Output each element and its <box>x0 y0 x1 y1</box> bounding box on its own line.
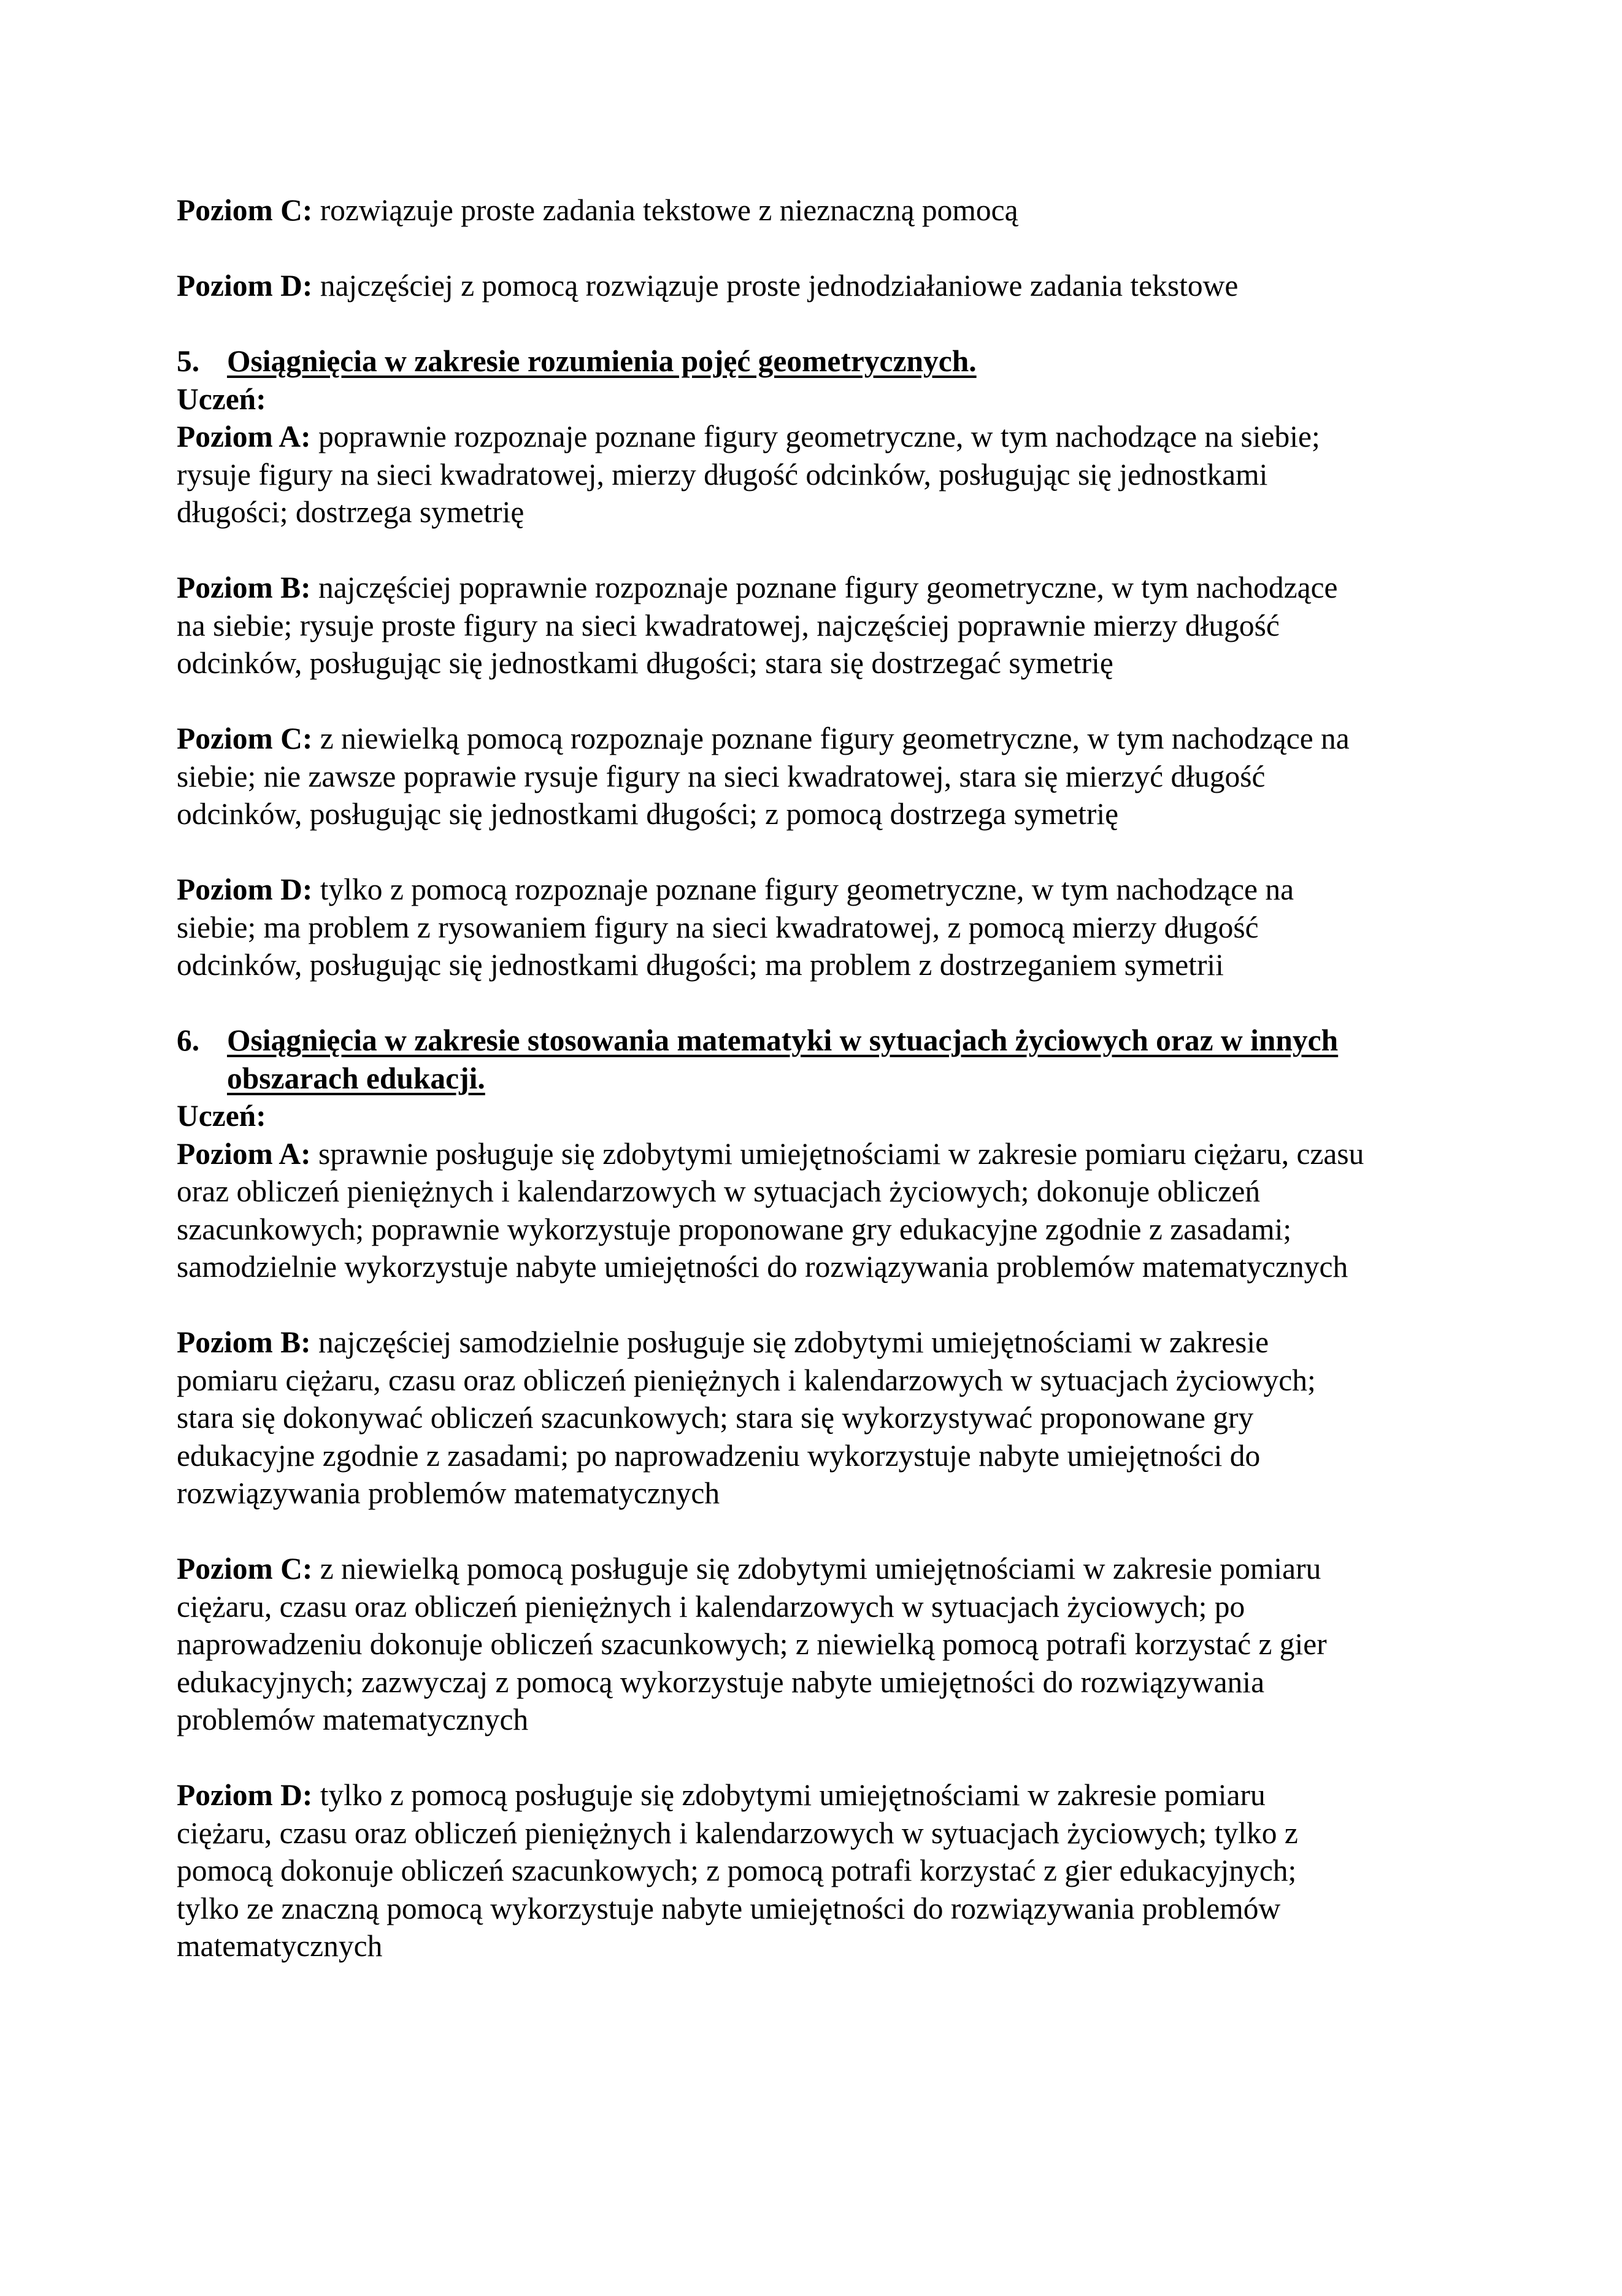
level-paragraph <box>177 191 1465 229</box>
level-text: odcinków, posługując się jednostkami długości; ma problem z dostrzeganiem symetrii <box>177 948 1224 982</box>
paragraph-line <box>177 1211 1465 1249</box>
paragraph-line <box>177 1173 1465 1211</box>
paragraph-line <box>177 720 1465 758</box>
level-paragraph <box>177 418 1465 531</box>
section-number: 6. <box>177 1023 200 1057</box>
level-label: Poziom A: <box>177 420 311 453</box>
level-text: na siebie; rysuje proste figury na sieci kwadratowej, najczęściej poprawnie mierzy długość <box>177 608 1280 642</box>
level-label: Poziom D: <box>177 1778 313 1812</box>
level-paragraph <box>177 1550 1465 1739</box>
level-label: Poziom C: <box>177 193 313 227</box>
level-text: najczęściej poprawnie rozpoznaje poznane figury geometryczne, w tym nachodzące <box>318 571 1338 604</box>
level-label: Poziom C: <box>177 722 313 755</box>
section-number: 5. <box>177 344 200 378</box>
level-text: siebie; ma problem z rysowaniem figury na sieci kwadratowej, z pomocą mierzy długość <box>177 910 1259 944</box>
level-text: edukacyjne zgodnie z zasadami; po naprowadzeniu wykorzystuje nabyte umiejętności do <box>177 1438 1261 1473</box>
section-heading <box>177 342 1465 418</box>
level-text: oraz obliczeń pieniężnych i kalendarzowych w sytuacjach życiowych; dokonuje obliczeń <box>177 1174 1261 1208</box>
paragraph-line <box>177 758 1465 796</box>
section-heading <box>177 1022 1465 1135</box>
paragraph-line <box>177 909 1465 947</box>
paragraph-line <box>177 1323 1465 1362</box>
paragraph-line <box>177 1927 1465 1965</box>
level-text: rozwiązuje proste zadania tekstowe z nieznaczną pomocą <box>320 193 1018 227</box>
level-paragraph <box>177 1323 1465 1512</box>
paragraph-line <box>177 1890 1465 1928</box>
document-body <box>177 191 1465 2003</box>
paragraph-line <box>177 1852 1465 1890</box>
paragraph-line <box>177 267 1465 305</box>
section-title: Osiągnięcia w zakresie stosowania matematyki w sytuacjach życiowych oraz w innych <box>227 1023 1339 1057</box>
paragraph-line <box>177 946 1465 984</box>
paragraph-line <box>177 493 1465 531</box>
level-text: szacunkowych; poprawnie wykorzystuje proponowane gry edukacyjne zgodnie z zasadami; <box>177 1212 1292 1246</box>
paragraph-line <box>177 1474 1465 1512</box>
level-label: Poziom B: <box>177 1325 311 1359</box>
level-label: Poziom B: <box>177 571 311 604</box>
heading-line <box>177 342 1465 380</box>
level-text: rysuje figury na sieci kwadratowej, mierzy długość odcinków, posługując się jednostkami <box>177 457 1268 491</box>
level-text: długości; dostrzega symetrię <box>177 495 525 529</box>
level-text: naprowadzeniu dokonuje obliczeń szacunkowych; z niewielką pomocą potrafi korzystać z gier <box>177 1627 1327 1661</box>
level-paragraph <box>177 871 1465 984</box>
level-text: sprawnie posługuje się zdobytymi umiejętnościami w zakresie pomiaru ciężaru, czasu <box>318 1136 1364 1171</box>
level-text: tylko z pomocą rozpoznaje poznane figury geometryczne, w tym nachodzące na <box>320 873 1294 906</box>
heading-line <box>177 1022 1465 1060</box>
paragraph-line <box>177 1814 1465 1852</box>
section-title: obszarach edukacji. <box>227 1061 485 1095</box>
paragraph-line <box>177 1399 1465 1437</box>
paragraph-line <box>177 607 1465 645</box>
paragraph-line <box>177 569 1465 607</box>
level-text: problemów matematycznych <box>177 1703 529 1736</box>
level-label: Poziom C: <box>177 1552 313 1585</box>
level-paragraph <box>177 1776 1465 1965</box>
paragraph-line <box>177 456 1465 494</box>
level-paragraph <box>177 1135 1465 1286</box>
level-text: tylko z pomocą posługuje się zdobytymi umiejętnościami w zakresie pomiaru <box>320 1778 1266 1812</box>
level-text: odcinków, posługując się jednostkami długości; stara się dostrzegać symetrię <box>177 646 1113 680</box>
level-text: najczęściej z pomocą rozwiązuje proste jednodziałaniowe zadania tekstowe <box>320 269 1239 302</box>
level-paragraph <box>177 720 1465 833</box>
level-text: ciężaru, czasu oraz obliczeń pieniężnych i kalendarzowych w sytuacjach życiowych; po <box>177 1589 1245 1624</box>
paragraph-line <box>177 871 1465 909</box>
level-text: z niewielką pomocą posługuje się zdobytymi umiejętnościami w zakresie pomiaru <box>320 1552 1321 1585</box>
level-label: Poziom D: <box>177 269 313 302</box>
level-text: z niewielką pomocą rozpoznaje poznane figury geometryczne, w tym nachodzące na <box>320 722 1350 755</box>
heading-line <box>177 1060 1465 1098</box>
paragraph-line <box>177 1701 1465 1739</box>
level-text: poprawnie rozpoznaje poznane figury geometryczne, w tym nachodzące na siebie; <box>318 420 1320 453</box>
level-text: najczęściej samodzielnie posługuje się zdobytymi umiejętnościami w zakresie <box>318 1325 1269 1359</box>
paragraph-line <box>177 1135 1465 1173</box>
level-label: Poziom D: <box>177 873 313 906</box>
paragraph-line <box>177 644 1465 682</box>
paragraph-line <box>177 1776 1465 1814</box>
paragraph-line <box>177 1588 1465 1626</box>
level-paragraph <box>177 569 1465 682</box>
paragraph-line <box>177 795 1465 833</box>
student-label: Uczeń: <box>177 1099 266 1133</box>
paragraph-line <box>177 418 1465 456</box>
level-text: siebie; nie zawsze poprawie rysuje figury na sieci kwadratowej, stara się mierzyć długość <box>177 759 1266 793</box>
level-text: tylko ze znaczną pomocą wykorzystuje nabyte umiejętności do rozwiązywania problemów <box>177 1891 1281 1925</box>
level-text: ciężaru, czasu oraz obliczeń pieniężnych i kalendarzowych w sytuacjach życiowych; tylko z <box>177 1816 1298 1850</box>
paragraph-line <box>177 1550 1465 1588</box>
paragraph-line <box>177 1663 1465 1701</box>
paragraph-line <box>177 1437 1465 1475</box>
paragraph-line <box>177 1362 1465 1400</box>
student-label: Uczeń: <box>177 382 266 416</box>
level-text: stara się dokonywać obliczeń szacunkowych; stara się wykorzystywać proponowane gry <box>177 1401 1254 1435</box>
level-text: rozwiązywania problemów matematycznych <box>177 1476 720 1510</box>
level-text: edukacyjnych; zazwyczaj z pomocą wykorzystuje nabyte umiejętności do rozwiązywania <box>177 1665 1265 1699</box>
section-title: Osiągnięcia w zakresie rozumienia pojęć geometrycznych. <box>227 344 977 378</box>
level-text: odcinków, posługując się jednostkami długości; z pomocą dostrzega symetrię <box>177 797 1119 831</box>
paragraph-line <box>177 1625 1465 1663</box>
level-text: pomiaru ciężaru, czasu oraz obliczeń pieniężnych i kalendarzowych w sytuacjach życiowych; <box>177 1363 1316 1397</box>
level-paragraph <box>177 267 1465 305</box>
paragraph-line <box>177 1248 1465 1286</box>
level-text: pomocą dokonuje obliczeń szacunkowych; z pomocą potrafi korzystać z gier edukacyjnych; <box>177 1854 1297 1887</box>
level-text: matematycznych <box>177 1929 383 1963</box>
level-label: Poziom A: <box>177 1136 311 1171</box>
level-text: samodzielnie wykorzystuje nabyte umiejętności do rozwiązywania problemów matematycznych <box>177 1250 1348 1284</box>
paragraph-line <box>177 191 1465 229</box>
